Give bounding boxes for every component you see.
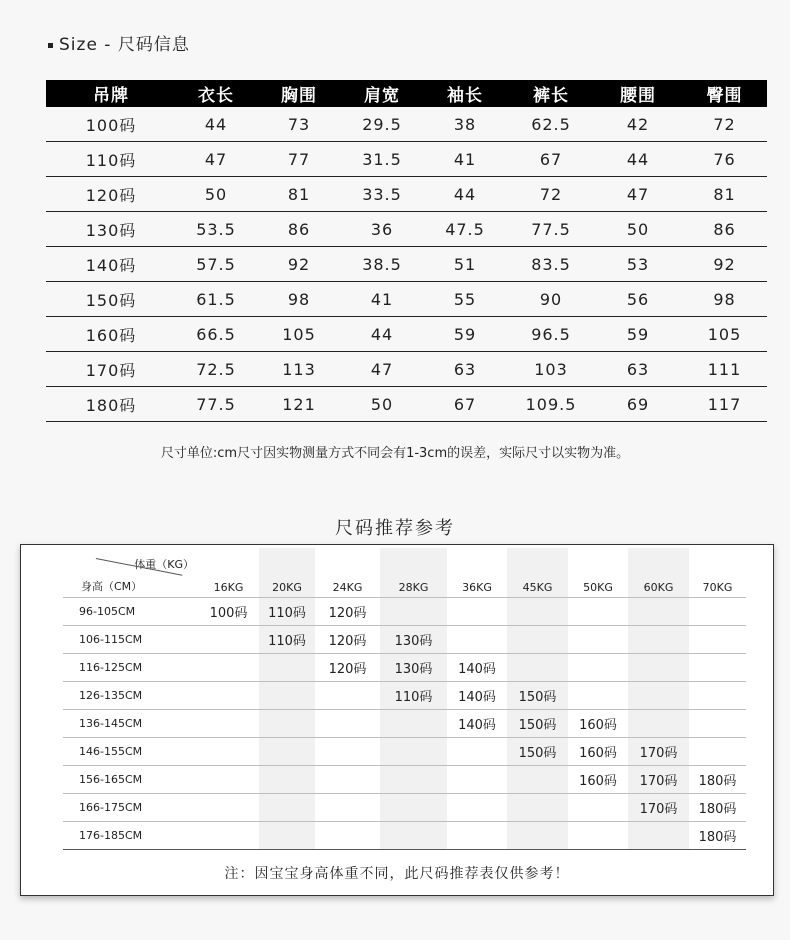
recommend-size-cell xyxy=(689,738,746,766)
size-table-cell: 42 xyxy=(594,107,682,142)
weight-header-cell: 70KG xyxy=(689,548,746,598)
size-table-cell: 41 xyxy=(342,282,422,317)
size-table-cell: 86 xyxy=(256,212,342,247)
size-table-cell: 100码 xyxy=(46,107,176,142)
size-table-cell: 69 xyxy=(594,387,682,422)
recommend-row xyxy=(63,794,746,822)
recommend-size-cell xyxy=(198,626,259,654)
recommend-size-cell xyxy=(568,682,628,710)
size-table-cell: 51 xyxy=(422,247,508,282)
recommend-size-cell xyxy=(628,626,689,654)
size-table-row xyxy=(46,247,767,282)
size-table-cell: 61.5 xyxy=(176,282,256,317)
height-range-cell: 116-125CM xyxy=(63,654,198,682)
size-table-cell: 31.5 xyxy=(342,142,422,177)
recommend-size-cell xyxy=(259,738,315,766)
size-table-cell: 41 xyxy=(422,142,508,177)
weight-header-cell: 60KG xyxy=(628,548,689,598)
recommend-size-cell xyxy=(507,822,568,850)
recommend-size-cell xyxy=(447,794,507,822)
weight-header-cell: 45KG xyxy=(507,548,568,598)
weight-header-cell: 24KG xyxy=(315,548,380,598)
recommend-size-cell xyxy=(568,822,628,850)
size-table-cell: 117 xyxy=(682,387,767,422)
recommend-row xyxy=(63,654,746,682)
recommend-size-cell xyxy=(315,710,380,738)
size-table-cell: 103 xyxy=(508,352,594,387)
recommend-row xyxy=(63,822,746,850)
size-table-cell: 96.5 xyxy=(508,317,594,352)
size-table-row xyxy=(46,142,767,177)
recommend-size-cell: 130码 xyxy=(380,626,447,654)
recommend-size-cell xyxy=(507,766,568,794)
recommend-size-cell xyxy=(507,794,568,822)
recommend-size-cell xyxy=(380,738,447,766)
recommend-size-cell xyxy=(689,654,746,682)
recommend-size-cell xyxy=(198,794,259,822)
weight-header-cell: 20KG xyxy=(259,548,315,598)
recommend-size-cell xyxy=(380,766,447,794)
recommend-size-cell: 170码 xyxy=(628,794,689,822)
recommend-size-cell xyxy=(259,710,315,738)
size-table-cell: 38.5 xyxy=(342,247,422,282)
size-table-cell: 67 xyxy=(508,142,594,177)
recommend-size-cell xyxy=(198,766,259,794)
size-table-cell: 90 xyxy=(508,282,594,317)
size-table-cell: 53.5 xyxy=(176,212,256,247)
recommend-size-cell xyxy=(507,654,568,682)
height-range-cell: 156-165CM xyxy=(63,766,198,794)
size-table-cell: 120码 xyxy=(46,177,176,212)
size-table-cell: 77 xyxy=(256,142,342,177)
size-table-row xyxy=(46,107,767,142)
size-table-cell: 160码 xyxy=(46,317,176,352)
recommend-size-cell xyxy=(198,682,259,710)
size-table-cell: 50 xyxy=(594,212,682,247)
recommend-size-cell xyxy=(628,598,689,626)
size-table-cell: 47 xyxy=(594,177,682,212)
recommend-size-cell xyxy=(315,794,380,822)
size-table-cell: 140码 xyxy=(46,247,176,282)
recommend-size-cell: 110码 xyxy=(259,598,315,626)
recommend-size-cell: 160码 xyxy=(568,766,628,794)
recommend-size-cell xyxy=(568,598,628,626)
recommend-size-cell xyxy=(380,794,447,822)
recommend-size-cell xyxy=(689,710,746,738)
size-table-cell: 121 xyxy=(256,387,342,422)
size-table-row xyxy=(46,352,767,387)
recommend-size-cell xyxy=(447,626,507,654)
recommend-size-cell: 120码 xyxy=(315,654,380,682)
size-table-cell: 109.5 xyxy=(508,387,594,422)
recommend-size-cell xyxy=(447,766,507,794)
recommend-size-cell: 100码 xyxy=(198,598,259,626)
recommend-size-cell: 160码 xyxy=(568,710,628,738)
recommend-size-cell xyxy=(447,598,507,626)
size-table-cell: 44 xyxy=(422,177,508,212)
recommend-size-cell: 160码 xyxy=(568,738,628,766)
size-table-cell: 113 xyxy=(256,352,342,387)
size-table-cell: 59 xyxy=(594,317,682,352)
height-axis-label: 身高（CM） xyxy=(81,580,143,593)
recommend-size-cell xyxy=(628,822,689,850)
size-table-cell: 55 xyxy=(422,282,508,317)
height-range-cell: 126-135CM xyxy=(63,682,198,710)
recommend-size-cell xyxy=(198,710,259,738)
weight-header-cell: 28KG xyxy=(380,548,447,598)
recommend-size-cell xyxy=(380,822,447,850)
weight-header-cell: 16KG xyxy=(198,548,259,598)
size-table-cell: 29.5 xyxy=(342,107,422,142)
size-table-cell: 63 xyxy=(422,352,508,387)
recommend-size-cell: 120码 xyxy=(315,598,380,626)
size-table-cell: 72.5 xyxy=(176,352,256,387)
recommend-size-cell xyxy=(259,682,315,710)
recommend-size-cell xyxy=(315,822,380,850)
recommend-header-row xyxy=(63,548,746,598)
recommend-size-cell xyxy=(628,682,689,710)
size-header-cell: 裤长 xyxy=(508,80,594,107)
recommend-size-cell: 180码 xyxy=(689,766,746,794)
size-header-cell: 胸围 xyxy=(256,80,342,107)
size-table-cell: 66.5 xyxy=(176,317,256,352)
recommend-size-cell: 120码 xyxy=(315,626,380,654)
size-table-header xyxy=(46,80,767,107)
size-table-cell: 76 xyxy=(682,142,767,177)
size-table-row xyxy=(46,282,767,317)
size-table-cell: 150码 xyxy=(46,282,176,317)
recommend-size-cell xyxy=(568,654,628,682)
size-table-cell: 81 xyxy=(682,177,767,212)
size-table-cell: 47 xyxy=(176,142,256,177)
recommend-size-cell xyxy=(380,598,447,626)
recommend-size-cell xyxy=(689,626,746,654)
size-table-cell: 110码 xyxy=(46,142,176,177)
recommend-size-cell xyxy=(315,682,380,710)
recommend-size-cell: 140码 xyxy=(447,682,507,710)
recommend-box xyxy=(20,544,774,896)
size-table-cell: 130码 xyxy=(46,212,176,247)
recommend-note: 注：因宝宝身高体重不同，此尺码推荐表仅供参考！ xyxy=(224,866,570,882)
recommend-size-cell: 170码 xyxy=(628,766,689,794)
size-table-cell: 72 xyxy=(508,177,594,212)
recommend-row xyxy=(63,738,746,766)
recommend-size-cell xyxy=(507,626,568,654)
size-table-cell: 86 xyxy=(682,212,767,247)
size-table-cell: 111 xyxy=(682,352,767,387)
recommend-size-cell xyxy=(380,710,447,738)
recommend-size-cell xyxy=(198,738,259,766)
recommend-size-cell xyxy=(447,822,507,850)
size-header-cell: 腰围 xyxy=(594,80,682,107)
size-table-cell: 63 xyxy=(594,352,682,387)
size-table-row xyxy=(46,387,767,422)
recommend-size-cell xyxy=(568,626,628,654)
recommend-size-cell xyxy=(259,654,315,682)
size-table-cell: 77.5 xyxy=(176,387,256,422)
bullet-icon xyxy=(48,43,53,48)
size-table-cell: 170码 xyxy=(46,352,176,387)
recommend-size-cell: 150码 xyxy=(507,738,568,766)
size-table-cell: 73 xyxy=(256,107,342,142)
size-table-cell: 67 xyxy=(422,387,508,422)
recommend-size-cell xyxy=(315,738,380,766)
size-table-cell: 44 xyxy=(176,107,256,142)
height-range-cell: 166-175CM xyxy=(63,794,198,822)
size-table-cell: 53 xyxy=(594,247,682,282)
recommend-row xyxy=(63,710,746,738)
size-table-cell: 83.5 xyxy=(508,247,594,282)
size-section-title-text: Size - 尺码信息 xyxy=(59,35,190,55)
recommend-size-cell xyxy=(628,710,689,738)
recommend-size-cell: 140码 xyxy=(447,654,507,682)
size-table-cell: 98 xyxy=(682,282,767,317)
size-table-body xyxy=(46,107,767,422)
recommend-size-cell: 150码 xyxy=(507,682,568,710)
recommend-size-cell xyxy=(628,654,689,682)
recommend-size-cell xyxy=(689,598,746,626)
recommend-size-cell: 140码 xyxy=(447,710,507,738)
recommend-size-cell: 110码 xyxy=(380,682,447,710)
size-table-cell: 44 xyxy=(594,142,682,177)
size-table-row xyxy=(46,212,767,247)
recommend-table xyxy=(63,548,746,850)
size-table-cell: 50 xyxy=(176,177,256,212)
recommend-size-cell: 180码 xyxy=(689,794,746,822)
size-header-cell: 衣长 xyxy=(176,80,256,107)
size-header-cell: 袖长 xyxy=(422,80,508,107)
size-header-cell: 吊牌 xyxy=(46,80,176,107)
recommend-row xyxy=(63,766,746,794)
size-table-cell: 50 xyxy=(342,387,422,422)
size-table-cell: 38 xyxy=(422,107,508,142)
size-table-cell: 33.5 xyxy=(342,177,422,212)
size-section-title xyxy=(48,30,190,55)
size-table-cell: 105 xyxy=(682,317,767,352)
recommend-size-cell xyxy=(507,598,568,626)
size-table-cell: 92 xyxy=(682,247,767,282)
size-table-cell: 72 xyxy=(682,107,767,142)
size-table-cell: 59 xyxy=(422,317,508,352)
recommend-title: 尺码推荐参考 xyxy=(335,518,455,539)
recommend-size-cell xyxy=(259,822,315,850)
recommend-size-cell xyxy=(198,822,259,850)
size-table-cell: 47 xyxy=(342,352,422,387)
recommend-size-cell: 170码 xyxy=(628,738,689,766)
recommend-size-cell xyxy=(447,738,507,766)
size-table-cell: 180码 xyxy=(46,387,176,422)
height-range-cell: 136-145CM xyxy=(63,710,198,738)
size-table-cell: 62.5 xyxy=(508,107,594,142)
height-range-cell: 96-105CM xyxy=(63,598,198,626)
size-table-cell: 77.5 xyxy=(508,212,594,247)
recommend-size-cell xyxy=(259,794,315,822)
size-note: 尺寸单位:cm尺寸因实物测量方式不同会有1-3cm的误差，实际尺寸以实物为准。 xyxy=(160,446,630,461)
size-header-cell: 臀围 xyxy=(682,80,767,107)
size-table-cell: 36 xyxy=(342,212,422,247)
size-table xyxy=(46,80,767,422)
height-range-cell: 176-185CM xyxy=(63,822,198,850)
recommend-size-cell xyxy=(198,654,259,682)
recommend-row xyxy=(63,626,746,654)
recommend-size-cell xyxy=(259,766,315,794)
recommend-row xyxy=(63,682,746,710)
size-table-cell: 56 xyxy=(594,282,682,317)
recommend-size-cell: 180码 xyxy=(689,822,746,850)
size-table-cell: 57.5 xyxy=(176,247,256,282)
recommend-size-cell xyxy=(689,682,746,710)
recommend-size-cell: 150码 xyxy=(507,710,568,738)
recommend-size-cell: 130码 xyxy=(380,654,447,682)
recommend-corner-cell xyxy=(63,548,198,598)
height-range-cell: 146-155CM xyxy=(63,738,198,766)
weight-axis-label: 体重（KG） xyxy=(134,558,194,571)
size-table-cell: 81 xyxy=(256,177,342,212)
recommend-size-cell xyxy=(315,766,380,794)
recommend-size-cell: 110码 xyxy=(259,626,315,654)
size-table-cell: 44 xyxy=(342,317,422,352)
recommend-row xyxy=(63,598,746,626)
size-table-cell: 92 xyxy=(256,247,342,282)
size-table-cell: 98 xyxy=(256,282,342,317)
size-table-row xyxy=(46,317,767,352)
height-range-cell: 106-115CM xyxy=(63,626,198,654)
size-header-cell: 肩宽 xyxy=(342,80,422,107)
weight-header-cell: 36KG xyxy=(447,548,507,598)
recommend-size-cell xyxy=(568,794,628,822)
size-table-cell: 105 xyxy=(256,317,342,352)
weight-header-cell: 50KG xyxy=(568,548,628,598)
size-table-row xyxy=(46,177,767,212)
size-table-cell: 47.5 xyxy=(422,212,508,247)
